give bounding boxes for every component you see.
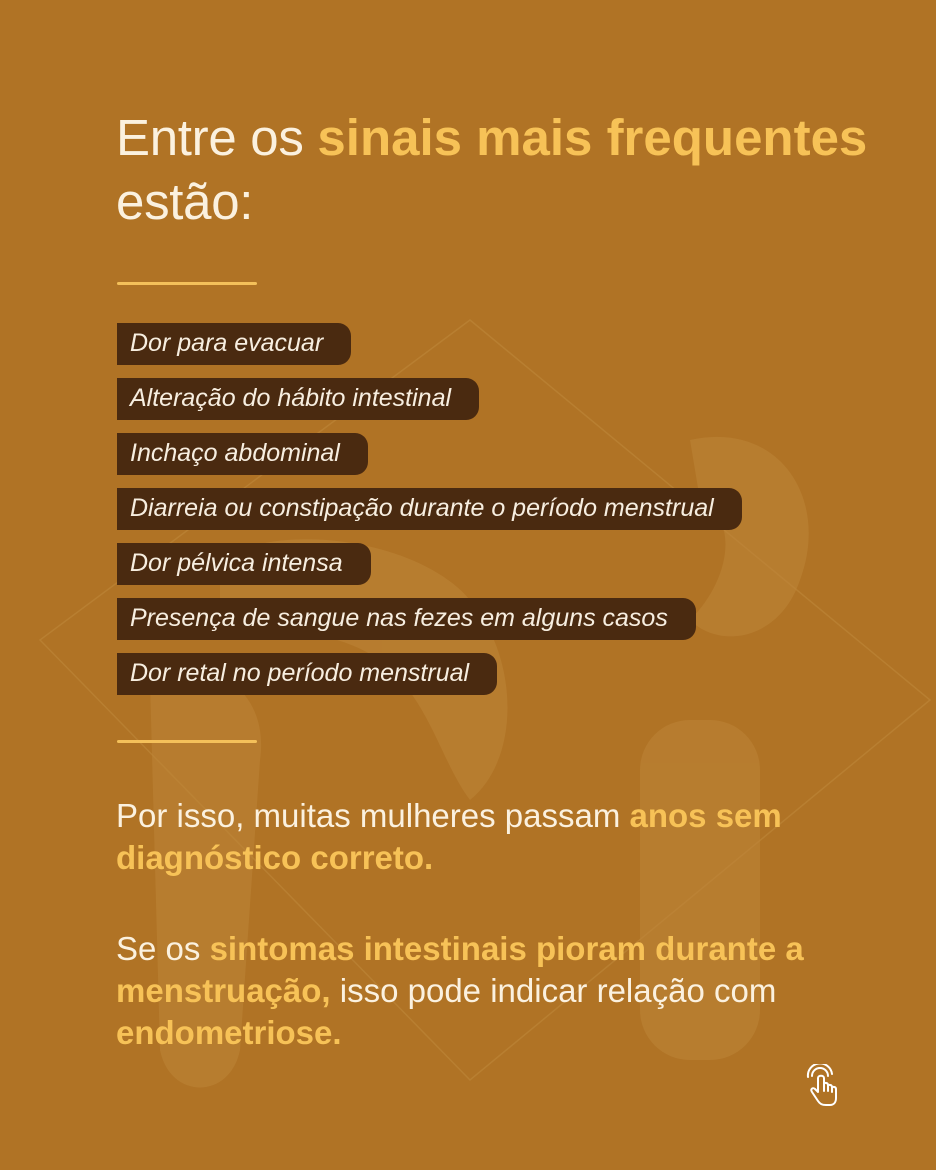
heading xyxy=(116,106,876,234)
divider-top xyxy=(117,282,257,285)
divider-bottom xyxy=(117,740,257,743)
paragraph1-text: Por isso, muitas mulheres passam xyxy=(116,797,630,834)
paragraph-diagnosis xyxy=(116,795,876,879)
list-item: Dor retal no período menstrual xyxy=(117,653,497,695)
list-item: Alteração do hábito intestinal xyxy=(117,378,479,420)
heading-part1: Entre os xyxy=(116,109,318,166)
paragraph2-text2: isso pode indicar relação com xyxy=(330,972,777,1009)
list-item: Presença de sangue nas fezes em alguns casos xyxy=(117,598,696,640)
signs-list xyxy=(117,323,742,708)
paragraph2-highlight2: endometriose. xyxy=(116,1014,342,1051)
tap-hand-icon[interactable] xyxy=(806,1064,840,1108)
list-item: Dor pélvica intensa xyxy=(117,543,371,585)
heading-highlight: sinais mais frequentes xyxy=(317,109,868,166)
list-item: Diarreia ou constipação durante o período menstrual xyxy=(117,488,742,530)
paragraph2-text1: Se os xyxy=(116,930,210,967)
list-item: Inchaço abdominal xyxy=(117,433,368,475)
paragraph2-highlight1: sintomas intestinais pioram durante a menstruação, xyxy=(116,930,804,1009)
list-item: Dor para evacuar xyxy=(117,323,351,365)
paragraph1-highlight: anos sem diagnóstico correto. xyxy=(116,797,782,876)
heading-part3: estão: xyxy=(116,173,254,230)
paragraph-endometriosis xyxy=(116,928,876,1054)
